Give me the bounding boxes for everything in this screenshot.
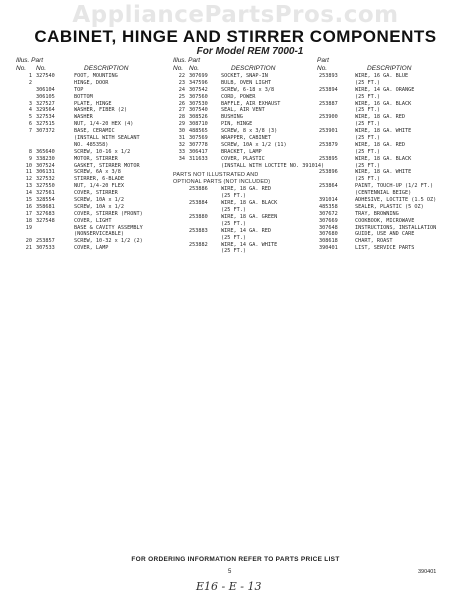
part-number: 253879 [319, 141, 338, 148]
parts-row [317, 87, 467, 94]
part-description: SCREW, 6-18 x 3/8 [221, 86, 275, 93]
parts-row [317, 114, 467, 121]
part-description: WASHER [74, 114, 93, 121]
parts-row [173, 135, 313, 142]
part-number: 485358 [319, 203, 338, 210]
no-label: No. [317, 65, 328, 72]
part-number: 307680 [319, 231, 338, 238]
part-description: SEAL, AIR VENT [221, 107, 265, 114]
illus-number: 32 [178, 141, 185, 148]
part-description: ADHESIVE, LOCTITE (1.5 OZ) [355, 197, 437, 204]
parts-row [317, 183, 467, 190]
illus-number: 15 [25, 197, 32, 204]
part-description: WIRE, 18 GA. RED [221, 186, 271, 193]
part-number: 253886 [189, 186, 208, 193]
parts-row [317, 218, 467, 225]
parts-row [16, 225, 166, 232]
parts-row [16, 211, 166, 218]
illus-number: 11 [25, 169, 32, 176]
part-number: 306417 [189, 148, 208, 155]
parts-row [173, 200, 313, 207]
column-header [173, 57, 313, 73]
illus-number: 24 [178, 86, 185, 93]
part-description: COVER, PLASTIC [221, 155, 265, 162]
part-number: 253896 [319, 169, 338, 176]
part-description: (25 FT.) [355, 79, 380, 86]
parts-row [317, 135, 467, 142]
part-description: (25 FT.) [355, 93, 380, 100]
part-description: COVER, LAMP [74, 245, 109, 252]
part-number: 307542 [189, 86, 208, 93]
ordering-info-footer: FOR ORDERING INFORMATION REFER TO PARTS PRICE LIST [131, 556, 340, 563]
part-description: (25 FT.) [221, 207, 246, 214]
parts-column-1 [16, 57, 166, 252]
parts-row [16, 163, 166, 170]
part-description: WIRE, 16 GA. BLUE [355, 73, 409, 79]
page-title: CABINET, HINGE AND STIRRER COMPONENTS [34, 27, 437, 46]
illus-number: 26 [178, 100, 185, 107]
part-number: 308618 [319, 238, 338, 245]
part-description: (25 FT.) [355, 135, 380, 142]
description-label: DESCRIPTION [231, 65, 276, 72]
part-number: 327683 [36, 210, 55, 217]
part-number: 306104 [36, 86, 55, 93]
part-number: 307560 [189, 93, 208, 100]
parts-row [173, 101, 313, 108]
parts-row [16, 218, 166, 225]
illus-number: 8 [28, 148, 32, 155]
parts-row [16, 149, 166, 156]
part-number: 327540 [36, 73, 55, 79]
parts-row [317, 238, 467, 245]
illus-part-label: Illus. Part [16, 57, 44, 64]
part-description: WIRE, 14 GA. ORANGE [355, 86, 415, 93]
parts-row [16, 73, 166, 80]
parts-column-3 [317, 57, 467, 252]
part-number: 253884 [189, 200, 208, 207]
part-number: 311633 [189, 155, 208, 162]
illus-number: 22 [178, 73, 185, 79]
illus-number: 13 [25, 183, 32, 190]
parts-row [16, 87, 166, 94]
part-description: BASE, CERAMIC [74, 128, 115, 135]
parts-row [317, 156, 467, 163]
part-description: SCREW, 10-32 x 1/2 (2) [74, 238, 143, 245]
no2-label: No. [189, 65, 200, 72]
parts-row [317, 80, 467, 87]
parts-row [173, 80, 313, 87]
part-description: SCREW, 10A x 1/2 [74, 203, 124, 210]
part-description: BOTTOM [74, 93, 93, 100]
parts-row [16, 169, 166, 176]
part-description: (25 FT.) [355, 176, 380, 183]
parts-row [317, 245, 467, 252]
part-number: 327534 [36, 114, 55, 121]
no-label: No. [16, 65, 27, 72]
part-description: WIRE, 16 GA. BLACK [355, 100, 412, 107]
parts-row [173, 114, 313, 121]
parts-row [16, 197, 166, 204]
part-number: 347596 [189, 79, 208, 86]
part-description: (CENTENNIAL BEIGE) [355, 190, 412, 197]
parts-row [173, 142, 313, 149]
parts-row [173, 162, 325, 170]
description-label: DESCRIPTION [84, 65, 129, 72]
parts-column-2 [173, 57, 325, 255]
parts-row [16, 121, 166, 128]
parts-row [16, 190, 166, 197]
part-description: NO. 485358) [74, 141, 109, 148]
part-description: (25 FT.) [355, 148, 380, 155]
part-number: 327561 [36, 190, 55, 197]
parts-row [173, 248, 313, 255]
part-description: SCREW, 10-16 x 1/2 [74, 148, 131, 155]
parts-row [317, 211, 467, 218]
part-description: (INSTALL WITH SEALANT [74, 135, 140, 142]
part-label: Part [317, 57, 329, 64]
illus-number: 33 [178, 148, 185, 155]
part-description: (25 FT.) [355, 121, 380, 128]
illus-number: 7 [28, 128, 32, 135]
part-description: STIRRER, 6-BLADE [74, 176, 124, 183]
illus-number: 25 [178, 93, 185, 100]
part-number: 365640 [36, 148, 55, 155]
parts-row [317, 197, 467, 204]
handwritten-note: E16 - E - 13 [196, 580, 262, 593]
part-number: 253880 [189, 214, 208, 221]
illus-number: 12 [25, 176, 32, 183]
part-description: WIRE, 18 GA. BLACK [221, 200, 278, 207]
part-description: BAFFLE, AIR EXHAUST [221, 100, 281, 107]
parts-row [173, 121, 313, 128]
parts-row [16, 114, 166, 121]
part-description: PAINT, TOUCH-UP (1/2 FT.) [355, 183, 434, 190]
parts-row [173, 107, 313, 114]
parts-row [16, 245, 166, 252]
part-description: SCREW, 8 x 3/8 (3) [221, 128, 278, 135]
part-description: WIRE, 18 GA. WHITE [355, 128, 412, 135]
part-description: COOKBOOK, MICROWAVE [355, 217, 415, 224]
notice-line-2: OPTIONAL PARTS (NOT INCLUDED) [173, 178, 271, 185]
illus-number: 1 [28, 73, 32, 79]
part-description: WIRE, 14 GA. WHITE [221, 241, 278, 248]
illus-number: 4 [28, 107, 32, 114]
part-number: 308710 [189, 121, 208, 128]
part-number: 328554 [36, 197, 55, 204]
page-subtitle: For Model REM 7000-1 [196, 46, 304, 57]
parts-row [317, 142, 467, 149]
illus-number: 18 [25, 217, 32, 224]
parts-row [317, 231, 467, 238]
part-description: CORD, POWER [221, 93, 256, 100]
part-description: (NONSERVICEABLE) [74, 231, 124, 238]
parts-row [16, 94, 166, 101]
illus-number: 17 [25, 210, 32, 217]
illus-number: 6 [28, 121, 32, 128]
column-header [317, 57, 467, 73]
part-number: 306131 [36, 169, 55, 176]
parts-row [317, 149, 467, 156]
illus-number: 21 [25, 245, 32, 252]
part-description: SEALER, PLASTIC (5 OZ) [355, 203, 424, 210]
part-number: 307669 [319, 217, 338, 224]
illus-number: 14 [25, 190, 32, 197]
part-description: (25 FT.) [355, 162, 380, 169]
part-description: NUT, 1/4-20 FLEX [74, 183, 124, 190]
part-number: 307372 [36, 128, 55, 135]
part-description: WIRE, 18 GA. BLACK [355, 155, 412, 162]
part-number: 327527 [36, 100, 55, 107]
illus-number: 29 [178, 121, 185, 128]
parts-row [317, 204, 467, 211]
part-description: TOP [74, 86, 84, 93]
parts-row [16, 231, 166, 238]
parts-row [173, 207, 313, 214]
parts-row [173, 214, 313, 221]
illus-number: 30 [178, 128, 185, 135]
parts-row [16, 204, 166, 211]
illus-number: 2 [28, 79, 32, 86]
part-description: COVER, LIGHT [74, 217, 112, 224]
part-number: 307540 [189, 107, 208, 114]
parts-row [317, 73, 467, 80]
illus-number: 5 [28, 114, 32, 121]
part-number: 253895 [319, 155, 338, 162]
part-description: GUIDE, USE AND CARE [355, 231, 415, 238]
parts-row [317, 101, 467, 108]
part-description: PLATE, HINGE [74, 100, 112, 107]
parts-row [317, 107, 467, 114]
illus-number: 19 [25, 224, 32, 231]
part-description: TRAY, BROWNING [355, 210, 399, 217]
part-description: (25 FT.) [221, 220, 246, 227]
illus-part-label: Illus. Part [173, 57, 201, 64]
illus-number: 10 [25, 162, 32, 169]
part-description: MOTOR, STIRRER [74, 155, 118, 162]
parts-row [173, 228, 313, 235]
part-number: 308526 [189, 114, 208, 121]
part-number: 253883 [189, 227, 208, 234]
part-number: 358681 [36, 203, 55, 210]
part-description: BULB, OVEN LIGHT [221, 79, 271, 86]
part-description: WIRE, 18 GA. GREEN [221, 214, 278, 221]
part-description: BASE & CAVITY ASSEMBLY [74, 224, 143, 231]
part-number: 253893 [319, 73, 338, 79]
part-number: 329564 [36, 107, 55, 114]
part-number: 327548 [36, 217, 55, 224]
illus-number: 34 [178, 155, 185, 162]
parts-row [173, 186, 313, 193]
part-description: CHART, ROAST [355, 238, 393, 245]
parts-row [173, 94, 313, 101]
part-number: 307524 [36, 162, 55, 169]
part-number: 307699 [189, 73, 208, 79]
part-number: 253894 [319, 86, 338, 93]
parts-row [173, 87, 313, 94]
part-description: INSTRUCTIONS, INSTALLATION [355, 224, 437, 231]
part-number: 390401 [319, 245, 338, 252]
part-description: (25 FT.) [221, 248, 246, 255]
illus-number: 3 [28, 100, 32, 107]
notice-line-1: PARTS NOT ILLUSTRATED AND [173, 172, 259, 179]
parts-row [317, 121, 467, 128]
parts-row [16, 156, 166, 163]
part-description: BRACKET, LAMP [221, 148, 262, 155]
illus-number: 23 [178, 79, 185, 86]
part-description: (25 FT.) [355, 107, 380, 114]
parts-row [16, 142, 166, 149]
part-description: WASHER, FIBER (2) [74, 107, 128, 114]
column-header [16, 57, 166, 73]
part-number: 307569 [189, 135, 208, 142]
part-number: 327515 [36, 121, 55, 128]
part-number: 307533 [36, 245, 55, 252]
part-description: NUT, 1/4-20 HEX (4) [74, 121, 134, 128]
part-description: SOCKET, SNAP-IN [221, 73, 268, 79]
part-description: WIRE, 18 GA. RED [355, 114, 405, 121]
parts-row [16, 135, 166, 142]
illus-number: 28 [178, 114, 185, 121]
part-description: PIN, HINGE [221, 121, 253, 128]
illus-number: 27 [178, 107, 185, 114]
parts-row [317, 225, 467, 232]
part-description: LIST, SERVICE PARTS [355, 245, 415, 252]
parts-row [173, 242, 313, 249]
part-description: WIRE, 18 GA. RED [355, 141, 405, 148]
part-description: (25 FT.) [221, 234, 246, 241]
part-number: 307530 [189, 100, 208, 107]
part-description: WRAPPER, CABINET [221, 135, 271, 142]
parts-row [317, 169, 467, 176]
part-description: WIRE, 14 GA. RED [221, 227, 271, 234]
parts-row [16, 101, 166, 108]
part-number: 327550 [36, 183, 55, 190]
part-description: (25 FT.) [221, 193, 246, 200]
illus-number: 31 [178, 135, 185, 142]
parts-row [173, 149, 313, 156]
part-number: 253887 [319, 100, 338, 107]
parts-row [16, 80, 166, 87]
parts-row [173, 235, 313, 242]
part-number: 488565 [189, 128, 208, 135]
part-description: BUSHING [221, 114, 243, 121]
illus-number: 20 [25, 238, 32, 245]
part-number: 307648 [319, 224, 338, 231]
part-description: FOOT, MOUNTING [74, 73, 118, 79]
part-number: 253864 [319, 183, 338, 190]
illus-number: 16 [25, 203, 32, 210]
parts-row [16, 238, 166, 245]
parts-row [173, 221, 313, 228]
no-label: No. [173, 65, 184, 72]
not-illustrated-notice [173, 172, 313, 186]
part-description: SCREW, 10A x 1/2 [74, 197, 124, 204]
part-description: SCREW, 6A x 3/8 [74, 169, 121, 176]
part-number: 253857 [36, 238, 55, 245]
parts-row [16, 183, 166, 190]
part-number: 253901 [319, 128, 338, 135]
parts-row [173, 156, 313, 163]
description-label: DESCRIPTION [367, 65, 412, 72]
part-description: HINGE, DOOR [74, 79, 109, 86]
parts-row [173, 193, 313, 200]
parts-row [317, 128, 467, 135]
part-number: 391014 [319, 197, 338, 204]
part-description: WIRE, 18 GA. WHITE [355, 169, 412, 176]
page-number: 5 [228, 569, 232, 575]
part-number: 307672 [319, 210, 338, 217]
parts-row [317, 163, 467, 170]
parts-row [16, 107, 166, 114]
parts-row [317, 176, 467, 183]
watermark: AppliancePartsPros.com [72, 2, 399, 28]
part-number: 253900 [319, 114, 338, 121]
parts-row [173, 73, 313, 80]
parts-row [16, 176, 166, 183]
part-description: COVER, STIRRER (FRONT) [74, 210, 143, 217]
part-number: 327532 [36, 176, 55, 183]
part-number: 306105 [36, 93, 55, 100]
part-number: 338230 [36, 155, 55, 162]
no2-label: No. [36, 65, 47, 72]
part-number: 253882 [189, 241, 208, 248]
part-description: COVER, STIRRER [74, 190, 118, 197]
part-description: GASKET, STIRRER MOTOR [74, 162, 140, 169]
parts-row [317, 190, 467, 197]
part-description: (INSTALL WITH LOCTITE NO. 391014) [221, 162, 325, 169]
part-description: SCREW, 10A x 1/2 (11) [221, 141, 287, 148]
parts-row [16, 128, 166, 135]
document-id: 390401 [418, 569, 437, 575]
parts-row [173, 128, 313, 135]
part-number: 307778 [189, 141, 208, 148]
parts-row [317, 94, 467, 101]
illus-number: 9 [28, 155, 32, 162]
